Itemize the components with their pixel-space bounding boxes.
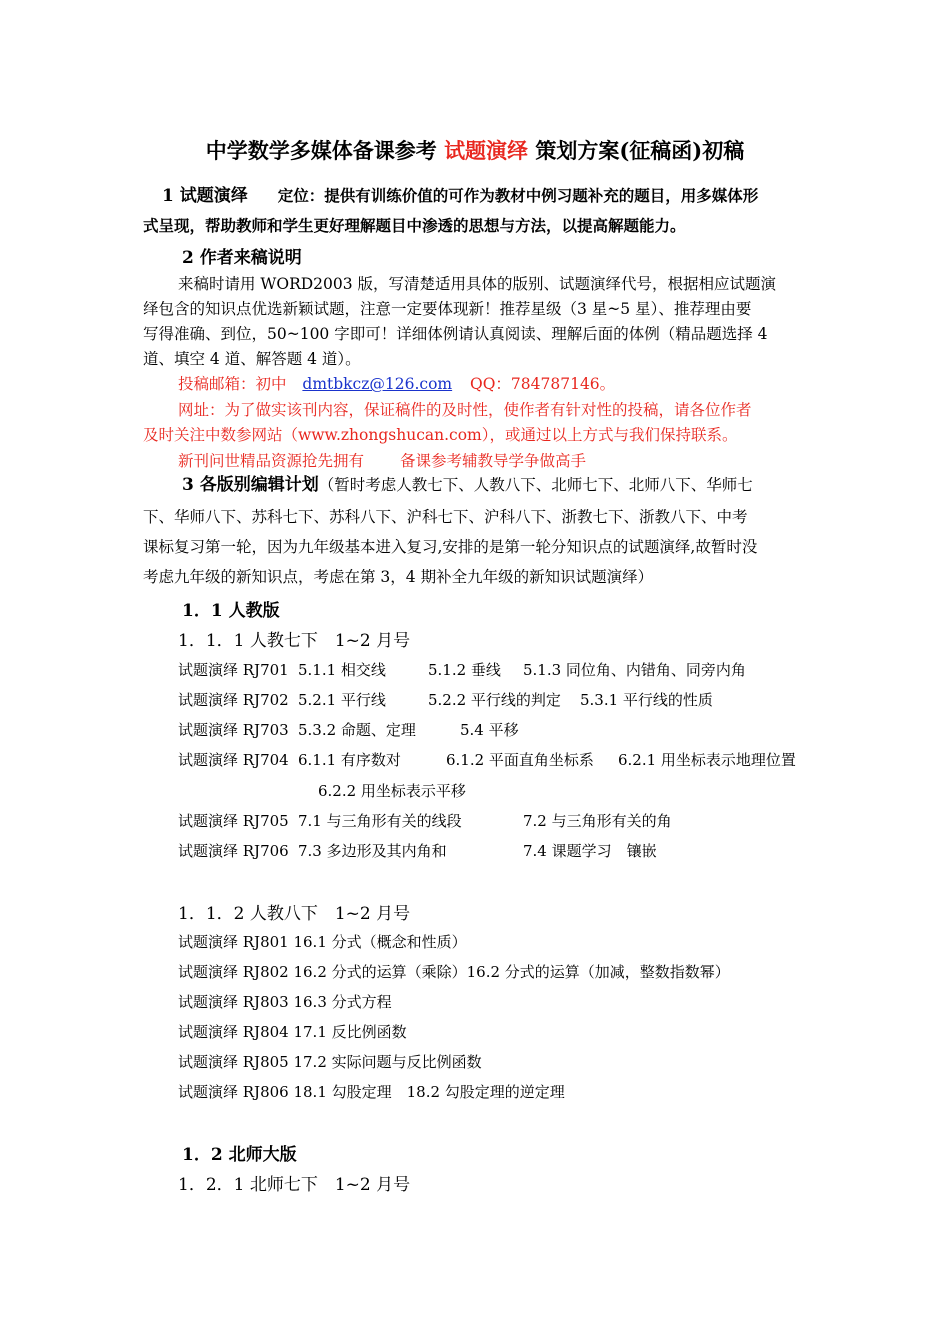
section1-line2: 式呈现，帮助教师和学生更好理解题目中渗透的思想与方法，以提高解题能力。 [143, 216, 686, 235]
section3-line-4: 考虑九年级的新知识点，考虑在第 3，4 期补全九年级的新知识试题演绎） [143, 568, 654, 586]
table-row [178, 658, 746, 682]
table-row [178, 839, 657, 863]
list-item: 试题演绎 RJ804 17.1 反比例函数 [178, 1023, 407, 1041]
title-prefix: 中学数学多媒体备课参考 [205, 138, 437, 163]
row-topic-b: 6.1.2 平面直角坐标系 [446, 751, 594, 769]
qq-number: QQ：784787146。 [470, 375, 616, 393]
section1-first-line [162, 183, 758, 209]
list-item: 试题演绎 RJ805 17.2 实际问题与反比例函数 [178, 1053, 482, 1071]
slogan-b: 备课参考辅教导学争做高手 [400, 452, 587, 470]
row-code: 试题演绎 RJ701 [178, 661, 289, 679]
document-title [0, 136, 950, 166]
email-label: 投稿邮箱：初中 [178, 375, 287, 393]
section2-line-2: 绎包含的知识点优选新颖试题，注意一定要体现新！推荐星级（3 星~5 星）、推荐理由要 [143, 300, 752, 318]
row-topic-c: 5.1.3 同位角、内错角、同旁内角 [523, 661, 746, 679]
row-topic-a: 7.3 多边形及其内角和 [298, 842, 447, 860]
table-row [178, 748, 796, 772]
row-topic-a: 6.1.1 有序数对 [298, 751, 401, 769]
section3-line-2: 下、华师八下、苏科七下、苏科八下、沪科七下、沪科八下、浙教七下、浙教八下、中考 [143, 508, 748, 526]
section2-line-3: 写得准确、到位，50~100 字即可！详细体例请认真阅读、理解后面的体例（精品题选择 4 [143, 325, 768, 343]
row-topic-b: 7.2 与三角形有关的角 [523, 812, 672, 830]
subheading-1-1: 1．1 人教版 [182, 601, 280, 621]
email-link[interactable]: dmtbkcz@126.com [302, 375, 453, 393]
subheading-1-1-2: 1．1．2 人教八下 1~2 月号 [178, 904, 411, 924]
section2-line-1: 来稿时请用 WORD2003 版，写清楚适用具体的版别、试题演绎代号，根据相应试题演 [178, 275, 777, 293]
row-code: 试题演绎 RJ706 [178, 842, 289, 860]
row-code: 试题演绎 RJ703 [178, 721, 289, 739]
section3-line1: （暂时考虑人教七下、人教八下、北师七下、北师八下、华师七 [318, 476, 753, 494]
row-topic-b: 5.2.2 平行线的判定 [428, 691, 561, 709]
slogan-a: 新刊问世精品资源抢先拥有 [178, 452, 365, 470]
row-topic-c: 6.2.1 用坐标表示地理位置 [618, 751, 796, 769]
subheading-1-2-1: 1．2．1 北师七下 1~2 月号 [178, 1175, 411, 1195]
section3-line-3: 课标复习第一轮，因为九年级基本进入复习,安排的是第一轮分知识点的试题演绎,故暂时没 [143, 538, 758, 556]
title-highlight: 试题演绎 [444, 138, 529, 163]
section1-heading: 1 试题演绎 [162, 186, 248, 206]
section3-heading: 3 各版别编辑计划 [182, 475, 319, 495]
table-row [178, 688, 713, 712]
table-row [178, 718, 519, 742]
table-row [178, 809, 672, 833]
email-line [178, 372, 615, 397]
subheading-1-1-1: 1．1．1 人教七下 1~2 月号 [178, 631, 411, 651]
website-line-2: 及时关注中数参网站（www.zhongshucan.com），或通过以上方式与我们保持联系。 [143, 426, 738, 444]
row-topic-c: 5.3.1 平行线的性质 [580, 691, 713, 709]
row-code: 试题演绎 RJ702 [178, 691, 289, 709]
section1-line1: 提供有训练价值的可作为教材中例习题补充的题目，用多媒体形 [324, 186, 759, 205]
section1-label: 定位： [277, 186, 325, 205]
list-item: 试题演绎 RJ802 16.2 分式的运算（乘除）16.2 分式的运算（加减，整数指数幂） [178, 963, 730, 981]
section2-heading: 2 作者来稿说明 [182, 248, 302, 268]
section3-first-line [182, 473, 753, 498]
table-row-continuation: 6.2.2 用坐标表示平移 [318, 782, 466, 800]
website-line-1: 网址：为了做实该刊内容，保证稿件的及时性，使作者有针对性的投稿，请各位作者 [178, 401, 752, 419]
slogan-line [178, 449, 586, 474]
row-topic-a: 7.1 与三角形有关的线段 [298, 812, 462, 830]
row-topic-a: 5.2.1 平行线 [298, 691, 386, 709]
row-topic-a: 5.3.2 命题、定理 [298, 721, 416, 739]
subheading-1-2: 1．2 北师大版 [182, 1145, 297, 1165]
row-topic-b: 5.1.2 垂线 [428, 661, 501, 679]
row-topic-b: 7.4 课题学习 镶嵌 [523, 842, 657, 860]
section2-line-4: 道、填空 4 道、解答题 4 道）。 [143, 350, 361, 368]
title-suffix: 策划方案(征稿函)初稿 [535, 138, 745, 163]
row-code: 试题演绎 RJ705 [178, 812, 289, 830]
row-topic-b: 5.4 平移 [460, 721, 519, 739]
row-code: 试题演绎 RJ704 [178, 751, 289, 769]
row-topic-a: 5.1.1 相交线 [298, 661, 386, 679]
list-item: 试题演绎 RJ801 16.1 分式（概念和性质） [178, 933, 467, 951]
list-item: 试题演绎 RJ803 16.3 分式方程 [178, 993, 392, 1011]
list-item: 试题演绎 RJ806 18.1 勾股定理 18.2 勾股定理的逆定理 [178, 1083, 565, 1101]
